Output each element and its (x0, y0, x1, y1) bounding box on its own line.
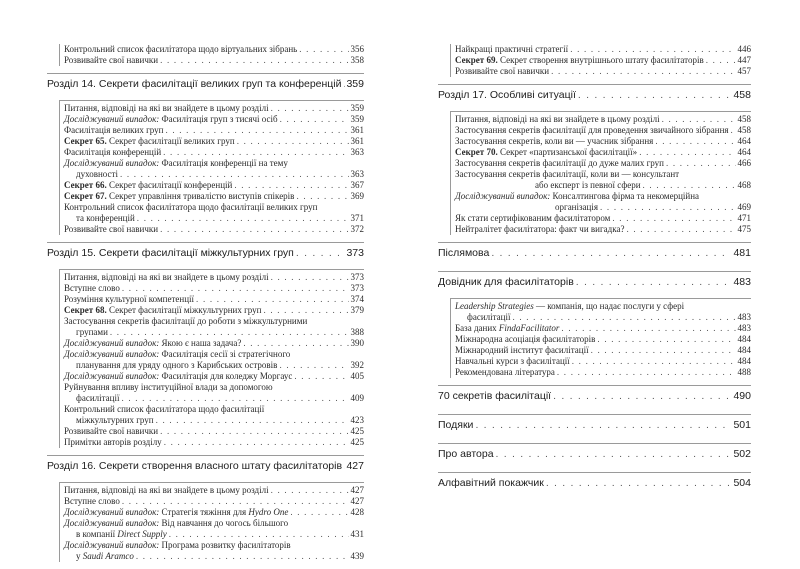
toc-entry[interactable]: Досліджуваний випадок: Фасилітація груп з тисячі осіб . . . 359 (64, 114, 364, 125)
toc-entry[interactable]: Досліджуваний випадок: Від навчання до чогось більшого в компанії Direct Supply . . . 431 (64, 518, 364, 540)
toc-entry[interactable]: Досліджуваний випадок: Якою є наша задача? . . . 390 (64, 338, 364, 349)
index-section (438, 472, 751, 494)
toc-entry[interactable]: Питання, відповіді на які ви знайдете в цьому розділі . . . 458 (455, 114, 751, 125)
toc-entry[interactable]: Досліджуваний випадок: Фасилітація конференції на тему духовності . . . 363 (64, 158, 364, 180)
toc-entry[interactable]: Вступне слово . . . 427 (64, 496, 364, 507)
thanks-section (438, 414, 751, 436)
chapter-heading[interactable]: Алфавітний покажчик . . . 504 (438, 477, 751, 494)
chapter-heading[interactable]: Про автора . . . 502 (438, 448, 751, 465)
chapter-heading[interactable]: Розділ 14. Секрети фасилітації великих груп та конференцій . . . 359 (47, 78, 364, 95)
toc-entry[interactable]: Питання, відповіді на які ви знайдете в цьому розділі . . . 373 (64, 272, 364, 283)
about-section (438, 443, 751, 465)
chapter-heading[interactable]: Післямова . . . 481 (438, 247, 751, 264)
right-top-items (450, 44, 751, 77)
chapter-heading[interactable]: Розділ 16. Секрети створення власного штату фасилітаторів . . . 427 (47, 460, 364, 477)
left-top-items (59, 44, 364, 66)
toc-entry[interactable]: Питання, відповіді на які ви знайдете в цьому розділі . . . 427 (64, 485, 364, 496)
toc-entry[interactable]: Міжнародний інститут фасилітації . . . 484 (455, 345, 751, 356)
toc-entry[interactable]: Контрольний список фасилітатора щодо віртуальних зібрань . . . 356 (64, 44, 364, 55)
toc-entry[interactable]: Секрет 70. Секрет «партизанської фасилітації» . . . 464 (455, 147, 751, 158)
toc-entry[interactable]: Вступне слово . . . 373 (64, 283, 364, 294)
toc-entry[interactable]: Секрет 69. Секрет створення внутрішнього штату фасилітаторів . . . 447 (455, 55, 751, 66)
toc-entry[interactable]: Контрольний список фасилітатора щодо фасилітації міжкультурних груп . . . 423 (64, 404, 364, 426)
toc-entry[interactable]: Розвивайте свої навички . . . 425 (64, 426, 364, 437)
toc-entry[interactable]: Руйнування впливу інституційної влади за допомогою фасилітації . . . 409 (64, 382, 364, 404)
chapter-heading[interactable]: 70 секретів фасилітації . . . 490 (438, 390, 751, 407)
toc-entry[interactable]: Застосування секретів фасилітації для проведення звичайного зібрання . . . 458 (455, 125, 751, 136)
directory-section (438, 271, 751, 378)
right-page (438, 44, 751, 499)
toc-entry[interactable]: Міжнародна асоціація фасилітаторів . . . 484 (455, 334, 751, 345)
afterword-section (438, 242, 751, 264)
toc-entry[interactable]: Розвивайте свої навички . . . 358 (64, 55, 364, 66)
toc-entry[interactable]: Застосування секретів, коли ви — учасник зібрання . . . 464 (455, 136, 751, 147)
chapter-items (59, 269, 364, 448)
toc-entry[interactable]: Секрет 65. Секрет фасилітації великих груп . . . 361 (64, 136, 364, 147)
toc-entry[interactable]: Фасилітація конференцій . . . 363 (64, 147, 364, 158)
toc-entry[interactable]: Нейтралітет фасилітатора: факт чи вигадка? . . . 475 (455, 224, 751, 235)
toc-entry[interactable]: Рекомендована література . . . 488 (455, 367, 751, 378)
toc-entry[interactable]: Досліджуваний випадок: Стратегія тяжіння для Hydro One . . . 428 (64, 507, 364, 518)
toc-entry[interactable]: Розуміння культурної компетенції . . . 374 (64, 294, 364, 305)
toc-entry[interactable]: Секрет 67. Секрет управління тривалістю виступів спікерів . . . 369 (64, 191, 364, 202)
left-top-section (47, 44, 364, 66)
secrets-section (438, 385, 751, 407)
toc-entry[interactable]: Як стати сертифікованим фасилітатором . . . 471 (455, 213, 751, 224)
toc-entry[interactable]: Фасилітація великих груп . . . 361 (64, 125, 364, 136)
toc-entry[interactable]: Секрет 68. Секрет фасилітації міжкультурних груп . . . 379 (64, 305, 364, 316)
toc-entry[interactable]: Досліджуваний випадок: Програма розвитку фасилітаторів у Saudi Aramco . . . 439 (64, 540, 364, 562)
left-page (47, 44, 364, 562)
toc-entry[interactable]: Застосування секретів фасилітації до роботи з міжкультурними групами . . . 388 (64, 316, 364, 338)
chapter-heading[interactable]: Розділ 17. Особливі ситуації . . . 458 (438, 89, 751, 106)
chapter-14 (47, 73, 364, 235)
chapter-items (450, 111, 751, 235)
toc-entry[interactable]: Секрет 66. Секрет фасилітації конференцій . . . 367 (64, 180, 364, 191)
toc-entry[interactable]: База даних FindaFacilitator . . . 483 (455, 323, 751, 334)
toc-entry[interactable]: Досліджуваний випадок: Фасилітація для коледжу Моргаус . . . 405 (64, 371, 364, 382)
chapter-items (450, 298, 751, 378)
chapter-16 (47, 455, 364, 562)
toc-entry[interactable]: Розвивайте свої навички . . . 372 (64, 224, 364, 235)
toc-entry[interactable]: Навчальні курси з фасилітації . . . 484 (455, 356, 751, 367)
toc-entry[interactable]: Найкращі практичні стратегії . . . 446 (455, 44, 751, 55)
toc-entry[interactable]: Питання, відповіді на які ви знайдете в цьому розділі . . . 359 (64, 103, 364, 114)
right-top-section (438, 44, 751, 77)
toc-entry[interactable]: Досліджуваний випадок: Консалтингова фірма та некомерційна організація . . . 469 (455, 191, 751, 213)
chapter-heading[interactable]: Розділ 15. Секрети фасилітації міжкультурних груп . . . 373 (47, 247, 364, 264)
toc-entry[interactable]: Leadership Strategies — компанія, що надає послуги у сфері фасилітації . . . 483 (455, 301, 751, 323)
toc-entry[interactable]: Контрольний список фасилітатора щодо фасилітації великих груп та конференцій . . . 371 (64, 202, 364, 224)
toc-entry[interactable]: Досліджуваний випадок: Фасилітація сесії зі стратегічного планування для уряду одного з Карибських островів . . . 392 (64, 349, 364, 371)
chapter-15 (47, 242, 364, 448)
toc-entry[interactable]: Застосування секретів фасилітації до дуже малих груп . . . 466 (455, 158, 751, 169)
toc-entry[interactable]: Розвивайте свої навички . . . 457 (455, 66, 751, 77)
toc-entry[interactable]: Примітки авторів розділу . . . 425 (64, 437, 364, 448)
chapter-heading[interactable]: Подяки . . . 501 (438, 419, 751, 436)
chapter-heading[interactable]: Довідник для фасилітаторів . . . 483 (438, 276, 751, 293)
chapter-items (59, 482, 364, 562)
chapter-17 (438, 84, 751, 235)
toc-entry[interactable]: Застосування секретів фасилітації, коли ви — консультант або експерт із певної сфери . . . 468 (455, 169, 751, 191)
chapter-items (59, 100, 364, 235)
